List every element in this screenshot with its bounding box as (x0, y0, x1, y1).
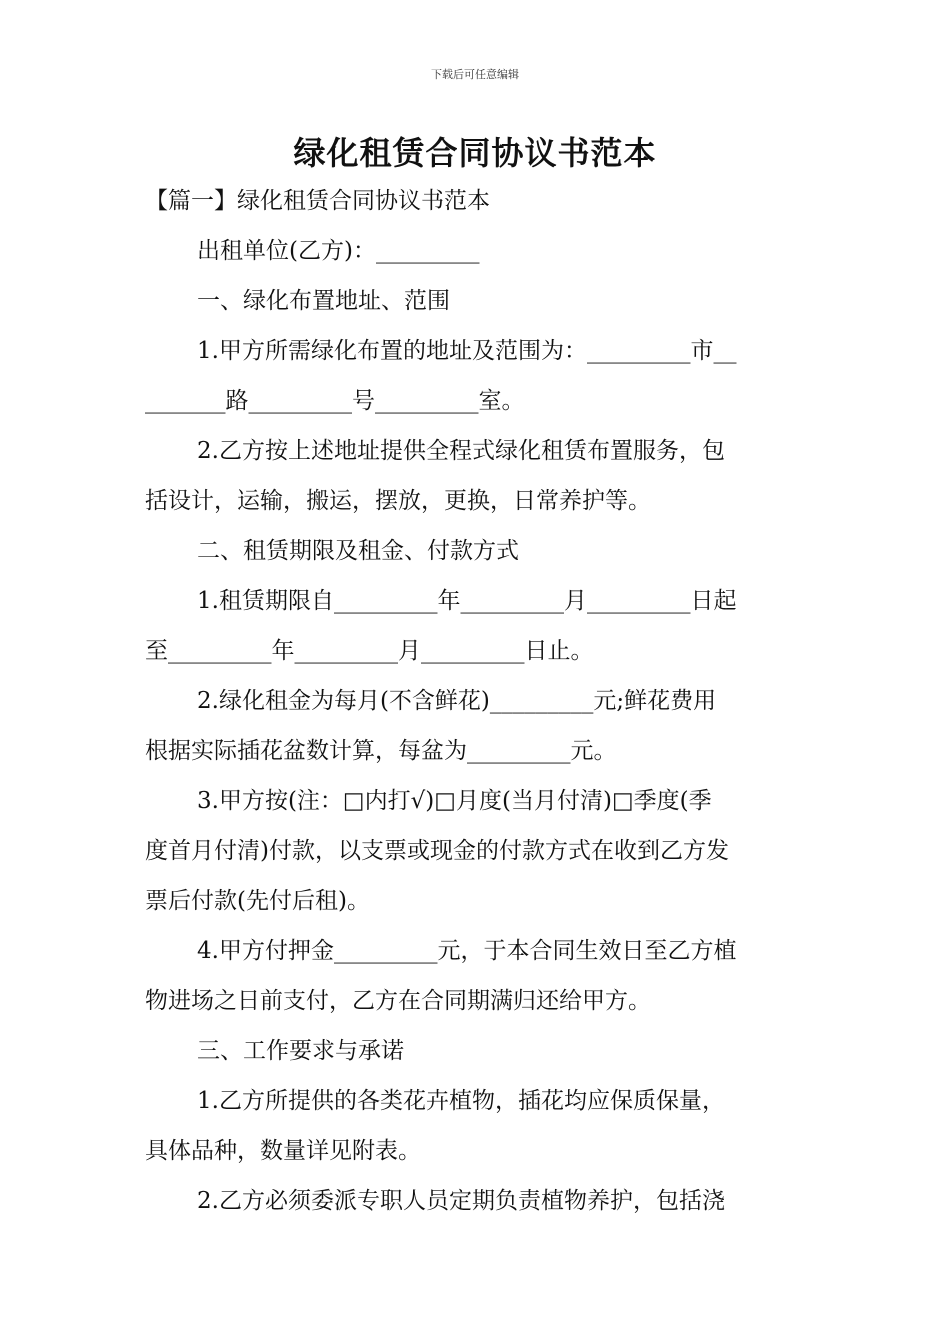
body-line: 二、租赁期限及租金、付款方式 (197, 538, 519, 564)
body-line: 根据实际插花盆数计算，每盆为_________元。 (145, 738, 617, 764)
header-note: 下载后可任意编辑 (431, 68, 519, 81)
body-line: 4.甲方付押金_________元，于本合同生效日至乙方植 (197, 938, 737, 964)
body-line: 2.乙方必须委派专职人员定期负责植物养护，包括浇 (197, 1188, 725, 1214)
body-line: _______路_________号_________室。 (145, 388, 525, 414)
body-line: 一、绿化布置地址、范围 (197, 288, 450, 314)
body-line: 括设计，运输，搬运，摆放，更换，日常养护等。 (145, 488, 651, 514)
body-line: 物进场之日前支付，乙方在合同期满归还给甲方。 (145, 988, 651, 1014)
body-line: 3.甲方按(注：□内打√)□月度(当月付清)□季度(季 (197, 788, 712, 814)
body-line: 三、工作要求与承诺 (197, 1038, 404, 1064)
body-line: 具体品种，数量详见附表。 (145, 1138, 421, 1164)
body-line: 1.甲方所需绿化布置的地址及范围为：_________市__ (197, 338, 737, 364)
body-line: 票后付款(先付后租)。 (145, 888, 370, 914)
body-line: 2.绿化租金为每月(不含鲜花)_________元;鲜花费用 (197, 688, 717, 714)
document-body (145, 176, 809, 1226)
body-line: 度首月付清)付款，以支票或现金的付款方式在收到乙方发 (145, 838, 729, 864)
document-title: 绿化租赁合同协议书范本 (293, 134, 657, 172)
body-line: 1.乙方所提供的各类花卉植物，插花均应保质保量， (197, 1088, 725, 1114)
body-line: 【篇一】绿化租赁合同协议书范本 (145, 188, 490, 214)
body-line: 2.乙方按上述地址提供全程式绿化租赁布置服务，包 (197, 438, 725, 464)
body-line: 出租单位(乙方)：_________ (197, 238, 480, 264)
body-line: 至_________年_________月_________日止。 (145, 638, 594, 664)
body-line: 1.租赁期限自_________年_________月_________日起 (197, 588, 737, 614)
